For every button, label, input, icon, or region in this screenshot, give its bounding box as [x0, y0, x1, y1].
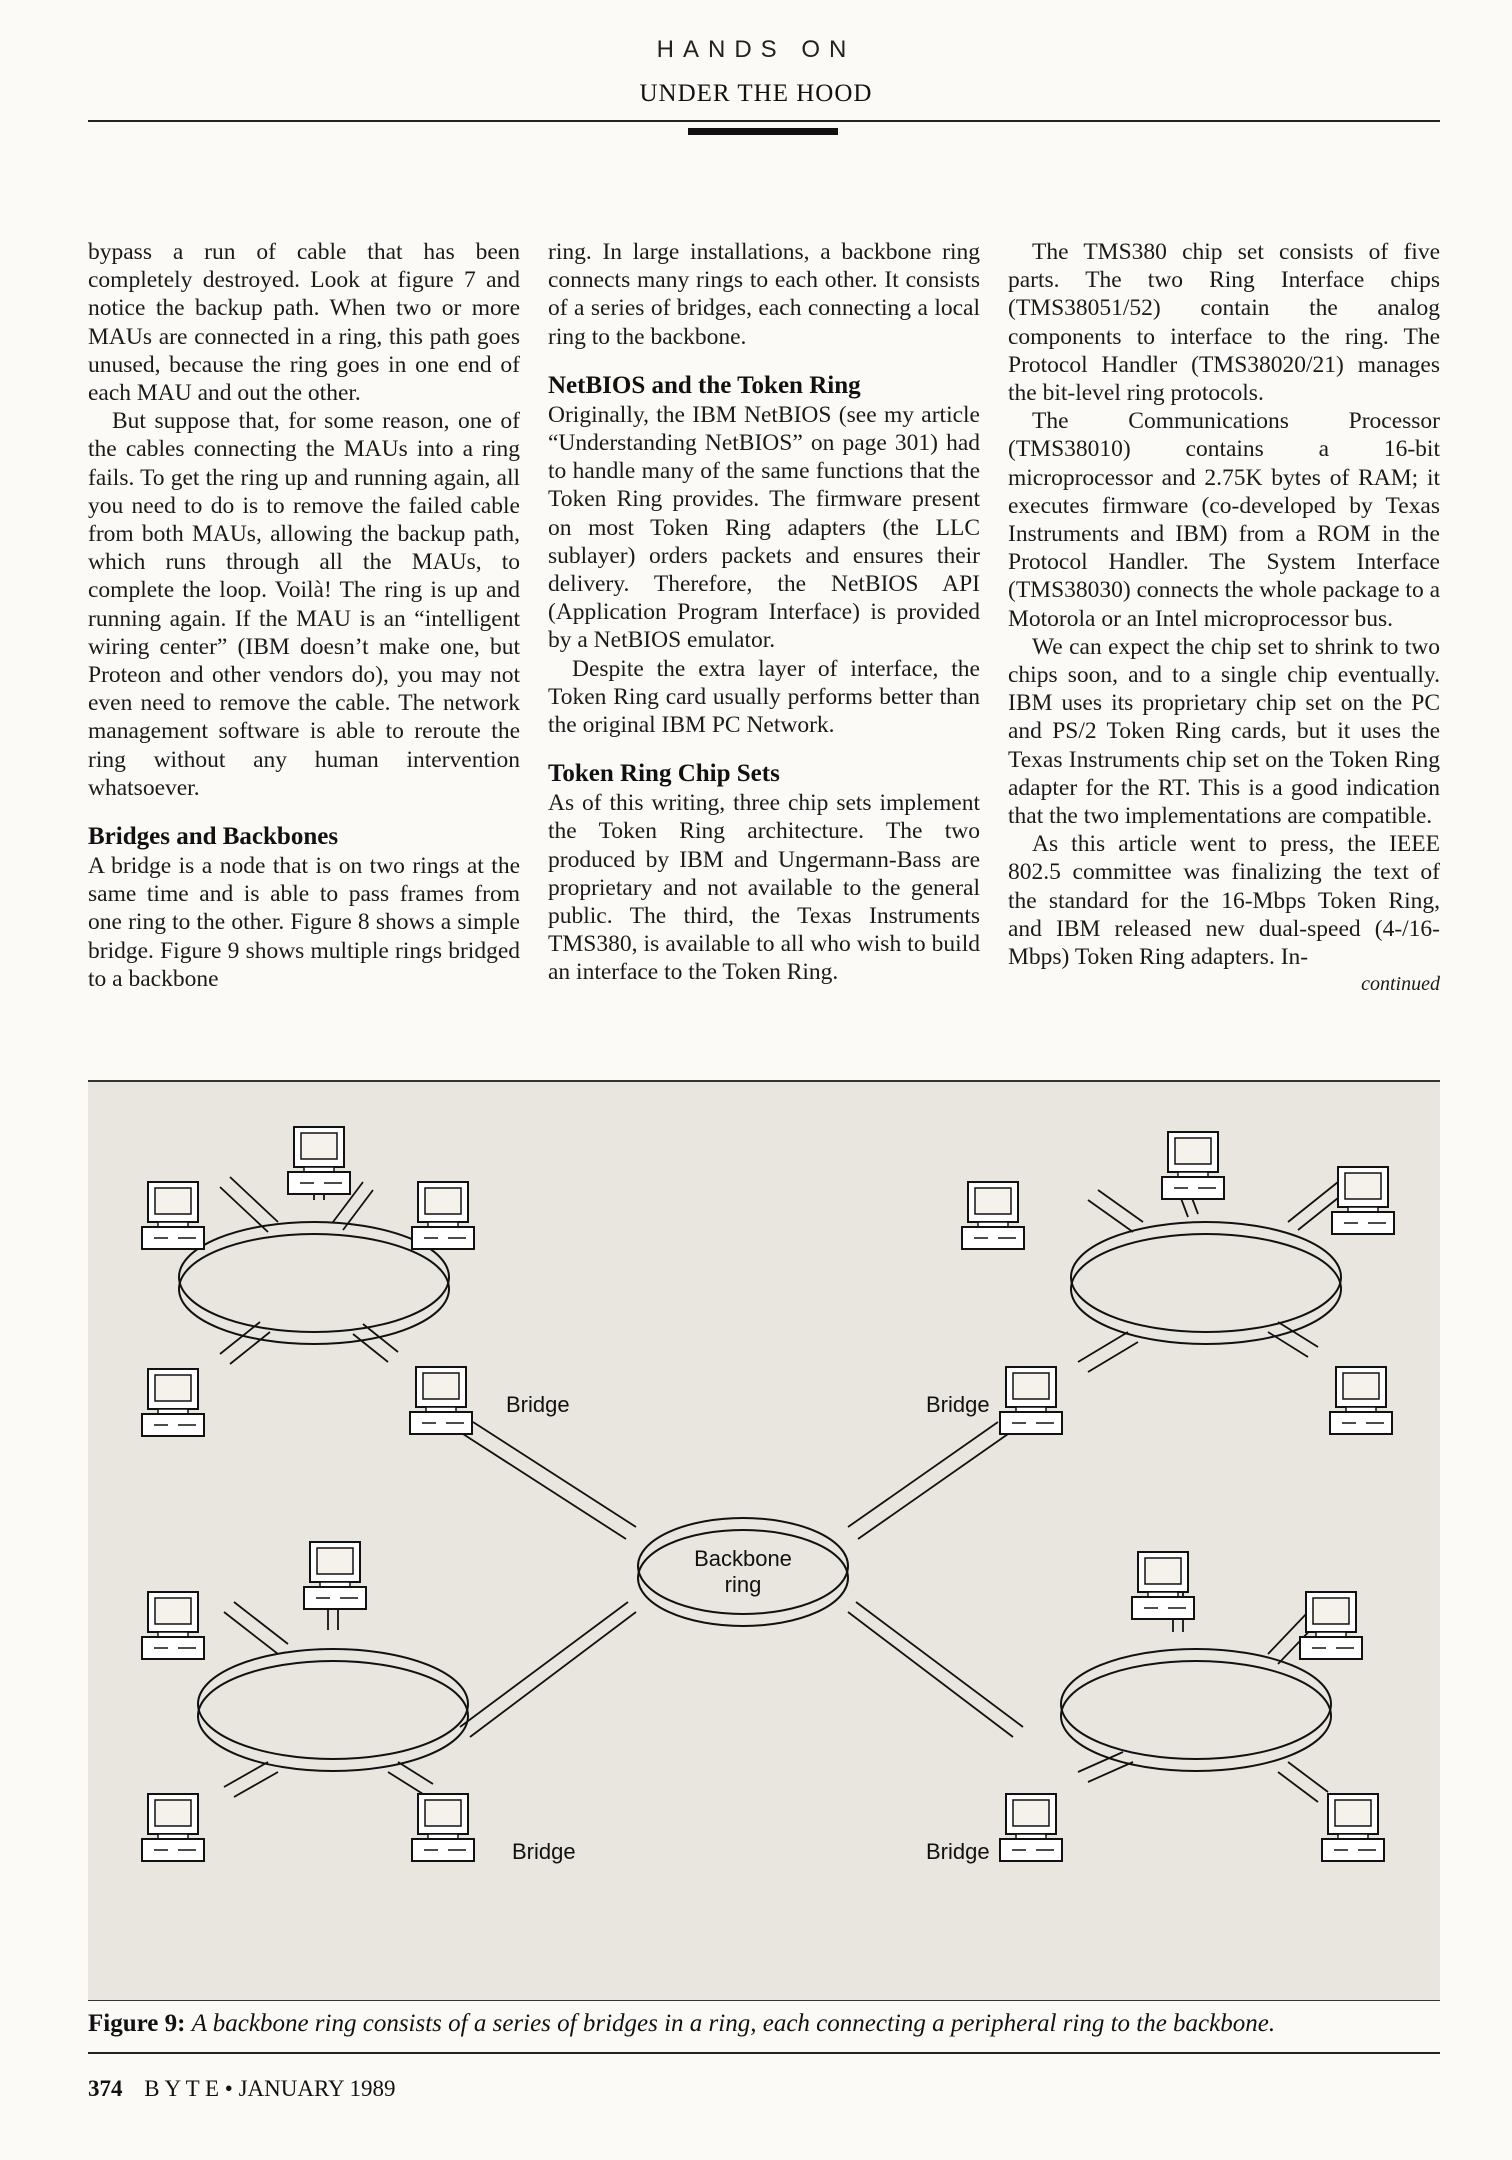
bridge-label: Bridge	[926, 1839, 990, 1864]
header-rule	[88, 120, 1440, 122]
paragraph: Despite the extra layer of interface, the Token Ring card usually performs better than the original IBM PC Network.	[548, 655, 980, 739]
computer-icon	[1132, 1552, 1194, 1619]
caption-text: A backbone ring consists of a series of bridges in a ring, each connecting a peripheral ring to the backbone.	[191, 2010, 1276, 2037]
cable-link	[1078, 1332, 1138, 1372]
cable-link	[463, 1422, 636, 1539]
cable-link	[388, 1762, 433, 1794]
bridge-label: Bridge	[506, 1392, 570, 1417]
article-column-right	[1008, 238, 1440, 997]
paragraph: As this article went to press, the IEEE 802.5 committee was finalizing the text of the standard for the 16-Mbps Token Ring, and IBM released new dual-speed (4-/16-Mbps) Token Ring adapters. In-	[1008, 831, 1440, 971]
cable-link	[224, 1602, 288, 1654]
computer-icon	[962, 1182, 1024, 1249]
cable-link	[1088, 1190, 1143, 1232]
cable-link	[1278, 1762, 1328, 1802]
section-label: HANDS ON	[656, 36, 856, 63]
computer-icon	[412, 1794, 474, 1861]
computer-icon	[1162, 1132, 1224, 1199]
computer-icon	[410, 1367, 472, 1434]
cable-link	[224, 1762, 278, 1797]
computer-icon	[304, 1542, 366, 1609]
computer-icon	[142, 1794, 204, 1861]
paragraph: But suppose that, for some reason, one of the cables connecting the MAUs into a ring fails. To get the ring up and running again, all you need to do is to remove the failed cable from both MAUs, allowing the backup path, which runs through all the MAUs, to complete the loop. Voilà! The ring is up and running again. If the MAU is an “intelligent wiring center” (IBM doesn’t make one, but Proteon and other vendors do), you may not even need to remove the cable. The network management software is able to reroute the ring without any human intervention whatsoever.	[88, 408, 520, 801]
rings	[179, 1222, 1341, 1771]
peripheral-ring	[1061, 1649, 1331, 1771]
paragraph: A bridge is a node that is on two rings at the same time and is able to pass frames from one ring to the other. Figure 8 shows a simple bridge. Figure 9 shows multiple rings bridged to a backbone	[88, 853, 520, 992]
computer-icon	[142, 1592, 204, 1659]
computer-icon	[1000, 1794, 1062, 1861]
bridge-label: Bridge	[512, 1839, 576, 1864]
computer-icon	[288, 1127, 350, 1194]
bridge-label: Bridge	[926, 1392, 990, 1417]
cable-link	[848, 1602, 1023, 1737]
cable-links	[220, 1152, 1348, 1802]
backbone-label: Backbone	[694, 1546, 792, 1571]
computers	[142, 1127, 1394, 1861]
cable-link	[848, 1422, 1008, 1539]
peripheral-ring	[179, 1222, 449, 1344]
computer-icon	[1000, 1367, 1062, 1434]
page-number: 374	[88, 2076, 123, 2101]
peripheral-ring	[198, 1649, 468, 1771]
cable-link	[1268, 1322, 1318, 1357]
paragraph: The TMS380 chip set consists of five parts. The two Ring Interface chips (TMS38051/52) contain the analog components to interface to the ring. The Protocol Handler (TMS38020/21) manages the bit-level ring protocols.	[1008, 239, 1440, 407]
backbone-label: ring	[724, 1572, 762, 1597]
footer-rule	[88, 2052, 1440, 2054]
paragraph: ring. In large installations, a backbone ring connects many rings to each other. It consists of a series of bridges, each connecting a local ring to the backbone.	[548, 239, 980, 350]
peripheral-ring	[1071, 1222, 1341, 1344]
computer-icon	[1332, 1167, 1394, 1234]
header-tab-mark	[688, 128, 838, 135]
cable-link	[460, 1602, 636, 1737]
computer-icon	[1300, 1592, 1362, 1659]
publication-line: B Y T E • JANUARY 1989	[144, 2076, 396, 2101]
article-column-middle	[548, 238, 980, 987]
network-diagram	[88, 1082, 1440, 2000]
paragraph: As of this writing, three chip sets implement the Token Ring architecture. The two produced by IBM and Ungermann-Bass are proprietary and not available to the general public. The third, the Texas Instruments TMS380, is available to all who wish to build an interface to the Token Ring.	[548, 790, 980, 986]
computer-icon	[142, 1182, 204, 1249]
page-footer	[88, 2076, 396, 2102]
paragraph: bypass a run of cable that has been completely destroyed. Look at figure 7 and notice the backup path. When two or more MAUs are connected in a ring, this path goes unused, because the ring goes in one end of each MAU and out the other.	[88, 239, 520, 407]
header-title: UNDER THE HOOD	[639, 80, 873, 107]
computer-icon	[412, 1182, 474, 1249]
paragraph: We can expect the chip set to shrink to two chips soon, and to a single chip eventually. IBM uses its proprietary chip set on the PC and PS/2 Token Ring cards, but it uses the Texas Instruments chip set on the Token Ring adapter for the RT. This is a good indication that the two implementations are compatible.	[1008, 633, 1440, 830]
computer-icon	[1322, 1794, 1384, 1861]
caption-label: Figure 9:	[88, 2010, 186, 2037]
figure-9	[88, 1080, 1440, 2001]
article-column-left	[88, 238, 520, 993]
continued-marker: continued	[1361, 973, 1440, 996]
paragraph: The Communications Processor (TMS38010) contains a 16-bit microprocessor and 2.75K bytes of RAM; it executes firmware (co-developed by Texas Instruments and IBM) from a ROM in the Protocol Handler. The System Interface (TMS38030) connects the whole package to a Motorola or an Intel microprocessor bus.	[1008, 408, 1441, 632]
figure-caption	[88, 2010, 1440, 2038]
section-heading: Bridges and Backbones	[88, 823, 339, 851]
cable-link	[220, 1177, 278, 1232]
section-heading: NetBIOS and the Token Ring	[548, 371, 861, 399]
computer-icon	[142, 1369, 204, 1436]
computer-icon	[1330, 1367, 1392, 1434]
section-heading: Token Ring Chip Sets	[548, 760, 780, 788]
paragraph: Originally, the IBM NetBIOS (see my article “Understanding NetBIOS” on page 301) had to handle many of the same functions that the Token Ring provides. The firmware present on most Token Ring adapters (the LLC sublayer) orders packets and ensures their delivery. Therefore, the NetBIOS API (Application Program Interface) is provided by a NetBIOS emulator.	[548, 401, 980, 654]
